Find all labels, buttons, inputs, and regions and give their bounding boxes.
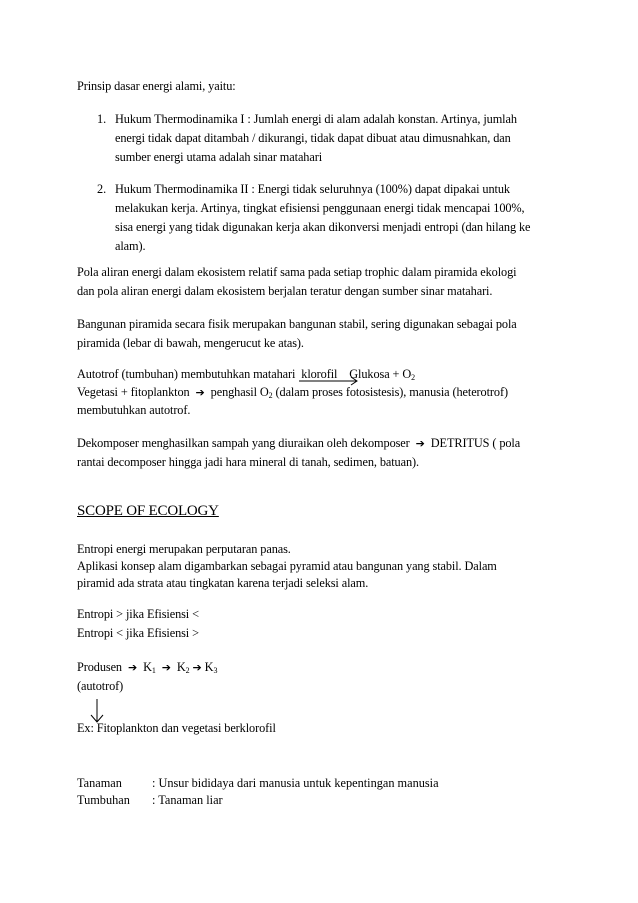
o2-subscript: 2 xyxy=(268,391,273,400)
dekomposer-line-1 xyxy=(77,434,520,453)
entropi-line-1: Entropi energi merupakan perputaran panas. xyxy=(77,542,291,556)
dekomposer-prefix: Dekomposer menghasilkan sampah yang diuraikan oleh dekomposer xyxy=(77,436,410,450)
bangunan-line-1: Bangunan piramida secara fisik merupakan bangunan stabil, sering digunakan sebagai pola xyxy=(77,317,517,331)
section-heading: SCOPE OF ECOLOGY xyxy=(77,503,219,519)
right-arrow-icon: ➔ xyxy=(195,386,205,399)
list-1-line-1: Hukum Thermodinamika I : Jumlah energi di alam adalah konstan. Artinya, jumlah xyxy=(115,112,517,126)
bangunan-line-2: piramida (lebar di bawah, mengerucut ke atas). xyxy=(77,336,304,350)
definition-text-tumbuhan: : Tanaman liar xyxy=(152,793,223,807)
produsen-label: Produsen xyxy=(77,660,122,674)
right-arrow-icon: ➔ xyxy=(192,661,202,674)
definition-term-tanaman: Tanaman xyxy=(77,776,122,790)
example-text: Ex: Fitoplankton dan vegetasi berklorofil xyxy=(77,721,276,735)
efisiensi-line-1: Entropi > jika Efisiensi < xyxy=(77,607,199,621)
entropi-line-3: piramid ada strata atau tingkatan karena terjadi seleksi alam. xyxy=(77,576,369,590)
vegetasi-rest: (dalam proses fotosistesis), manusia (heterotrof) xyxy=(272,385,508,399)
definition-text-tanaman: : Unsur bididaya dari manusia untuk kepentingan manusia xyxy=(152,776,439,790)
klorofil-reaction xyxy=(301,365,337,383)
efisiensi-line-2: Entropi < jika Efisiensi > xyxy=(77,626,199,640)
list-2-line-4: alam). xyxy=(115,239,146,253)
intro-text: Prinsip dasar energi alami, yaitu: xyxy=(77,79,236,93)
k2-subscript: 2 xyxy=(185,666,190,675)
k1-label: K xyxy=(143,660,152,674)
autotrof-prefix: Autotrof (tumbuhan) membutuhkan matahari xyxy=(77,367,296,381)
pola-line-1: Pola aliran energi dalam ekosistem relatif sama pada setiap trophic dalam piramida ekologi xyxy=(77,265,517,279)
penghasil-text: penghasil O xyxy=(210,385,269,399)
k3-label: K xyxy=(204,660,214,674)
pola-line-2: dan pola aliran energi dalam ekosistem berjalan teratur dengan sumber sinar matahari. xyxy=(77,284,493,298)
vegetasi-line-2: membutuhkan autotrof. xyxy=(77,403,191,417)
list-2-line-2: melakukan kerja. Artinya, tingkat efisiensi penggunaan energi tidak mencapai 100%, xyxy=(115,201,525,215)
list-2-line-3: sisa energi yang tidak digunakan kerja akan dikonversi menjadi entropi (dan hilang ke xyxy=(115,220,531,234)
right-arrow-icon: ➔ xyxy=(161,661,171,674)
right-arrow-icon: ➔ xyxy=(415,437,425,450)
definition-term-tumbuhan: Tumbuhan xyxy=(77,793,130,807)
entropi-line-2: Aplikasi konsep alam digambarkan sebagai pyramid atau bangunan yang stabil. Dalam xyxy=(77,559,497,573)
k1-subscript: 1 xyxy=(151,666,156,675)
dekomposer-line-2: rantai decomposer hingga jadi hara mineral di tanah, sedimen, batuan). xyxy=(77,455,419,469)
list-2-line-1: Hukum Thermodinamika II : Energi tidak seluruhnya (100%) dapat dipakai untuk xyxy=(115,182,510,196)
list-1-line-2: energi tidak dapat ditambah / dikurangi, tidak dapat dibuat atau dimusnahkan, dan xyxy=(115,131,511,145)
k3-subscript: 3 xyxy=(213,666,218,675)
k2-label: K xyxy=(176,660,186,674)
autotrof-paren: (autotrof) xyxy=(77,679,124,693)
list-number-2: 2. xyxy=(97,182,107,196)
list-1-line-3: sumber energi utama adalah sinar matahari xyxy=(115,150,323,164)
right-arrow-icon: ➔ xyxy=(127,661,138,674)
glukosa-text: Glukosa + O xyxy=(349,367,412,381)
vegetasi-prefix: Vegetasi + fitoplankton xyxy=(77,385,190,399)
o2-subscript: 2 xyxy=(411,373,416,382)
klorofil-label: klorofil xyxy=(301,367,338,381)
list-number-1: 1. xyxy=(97,112,107,126)
detritus-text: DETRITUS ( pola xyxy=(430,436,521,450)
